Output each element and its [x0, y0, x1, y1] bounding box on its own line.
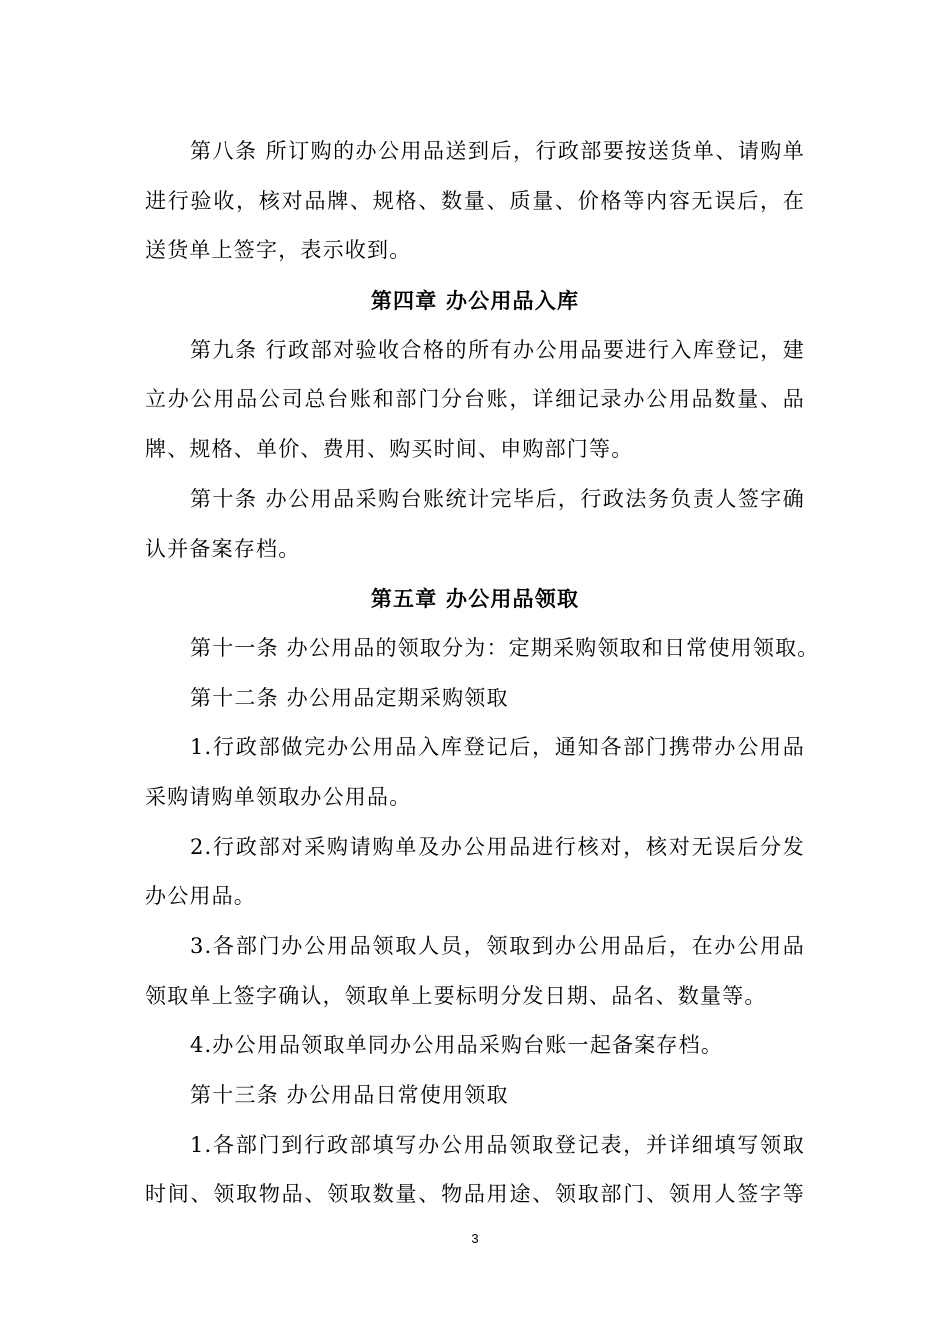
chapter-heading-5: 第五章 办公用品领取: [370, 586, 580, 612]
chapter-heading-4: 第四章 办公用品入库: [370, 288, 580, 314]
paragraph-article-12-item-3: [145, 922, 805, 1021]
text-line: 办公用品。: [145, 884, 256, 909]
text-line: 立办公用品公司总台账和部门分台账，详细记录办公用品数量、品: [145, 387, 805, 412]
text-line: 3.各部门办公用品领取人员，领取到办公用品后，在办公用品: [190, 934, 805, 958]
text-line: 第十一条 办公用品的领取分为：定期采购领取和日常使用领取。: [190, 635, 820, 660]
text-line: 进行验收，核对品牌、规格、数量、质量、价格等内容无误后，在: [145, 188, 805, 213]
text-line: 第九条 行政部对验收合格的所有办公用品要进行入库登记，建: [190, 337, 805, 362]
text-line: 第十二条 办公用品定期采购领取: [190, 685, 509, 710]
text-line: 2.行政部对采购请购单及办公用品进行核对，核对无误后分发: [190, 834, 805, 859]
text-line: 4.办公用品领取单同办公用品采购台账一起备案存档。: [190, 1033, 724, 1058]
text-line: 第八条 所订购的办公用品送到后，行政部要按送货单、请购单: [190, 139, 805, 163]
document-body: [145, 127, 820, 1220]
text-line: 1.各部门到行政部填写办公用品领取登记表，并详细填写领取: [190, 1132, 805, 1157]
paragraph-article-12-item-1: [145, 723, 805, 822]
text-line: 领取单上签字确认，领取单上要标明分发日期、品名、数量等。: [145, 983, 767, 1008]
paragraph-article-12-item-2: [145, 823, 805, 922]
paragraph-article-11: [145, 624, 820, 674]
text-line: 时间、领取物品、领取数量、物品用途、领取部门、领用人签字等: [145, 1182, 805, 1207]
text-line: 送货单上签字，表示收到。: [145, 238, 412, 263]
text-line: 1.行政部做完办公用品入库登记后，通知各部门携带办公用品: [190, 735, 805, 760]
paragraph-article-12: [145, 674, 805, 724]
text-line: 认并备案存档。: [145, 536, 301, 561]
text-line: 采购请购单领取办公用品。: [145, 784, 412, 809]
page-number: 3: [471, 1231, 479, 1246]
text-line: 第十三条 办公用品日常使用领取: [190, 1083, 509, 1108]
paragraph-article-13-item-1: [145, 1121, 805, 1220]
text-line: 牌、规格、单价、费用、购买时间、申购部门等。: [145, 437, 634, 462]
paragraph-article-10: [145, 475, 805, 574]
paragraph-article-12-item-4: [145, 1021, 805, 1071]
paragraph-article-9: [145, 326, 805, 475]
paragraph-article-13: [145, 1071, 805, 1121]
paragraph-article-8: [145, 127, 805, 276]
text-line: 第十条 办公用品采购台账统计完毕后，行政法务负责人签字确: [190, 486, 805, 511]
